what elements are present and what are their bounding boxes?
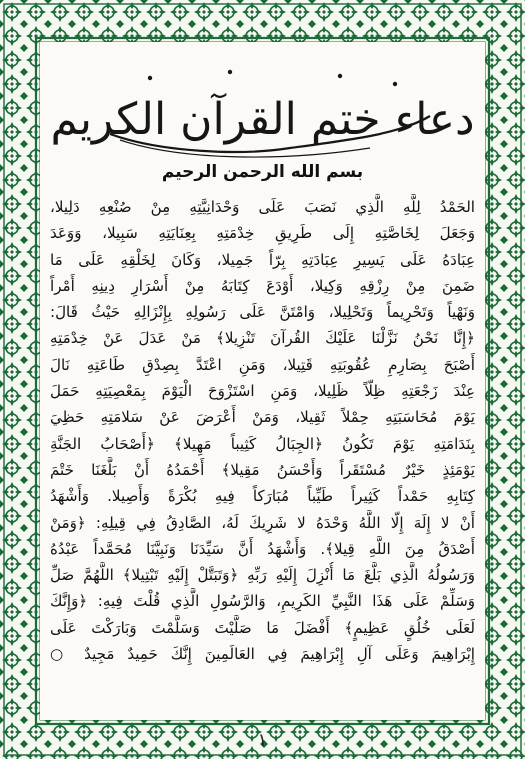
page-title: دعاء ختم القرآن الكريم [50,94,475,145]
text-line: وَرَسُولُهُ الَّذِي بَلَّغَ مَا أُنْزِلَ إِلَيْهِ رَبِّهِ ﴿وَتَبَتَّلْ إِلَيْهِ تَبْتِيلا﴾ اللَّهُمَّ صَلِّ [50,566,475,585]
title-calligraphy [40,56,485,166]
text-line: أَصْدَقُ مِنَ اللَّهِ قِيلا﴾. وَأَشْهَدُ أَنَّ سَيِّدَنَا وَنَبِيَّنَا مُحَمَّداً عَبْدُهُ [50,539,475,558]
text-line: ضَمِنَ مِنْ رِزْقِهِ وَكِيلا، أَوْدَعَ كِتَابَهُ مِنْ أَسْرَارِ دِينِهِ أَمْراً [50,276,475,295]
text-line: إِبْرَاهِيمَ وَعَلَى آلِ إِبْرَاهِيمَ فِي العَالَمِينَ إِنَّكَ حَمِيدٌ مَجِيدٌ ○ [50,645,475,664]
text-line: وَجَعَلَ لِخَاصَّتِهِ إِلَى طَرِيقِ خِدْمَتِهِ بِعِنَايَتِهِ سَبِيلا، وَوَعَدَ [50,224,475,243]
basmala: بسم الله الرحمن الرحيم [161,162,364,182]
text-line: عِبَادَهُ عَلَى يَسِيرِ عِبَادَتِهِ بِرّاً جَمِيلا، وَكَانَ لِخَلْقِهِ عَلَى مَا [50,250,475,269]
text-line: يَوْمَ مُحَاسَبَتِهِ حِمْلاً ثَقِيلا، وَمَنْ أَعْرَضَ عَنْ سَلامَتِهِ حَظِيَ [50,408,475,427]
text-line: وَسَلِّمْ عَلَى هَذَا النَّبِيِّ الكَرِيمِ، وَالرَّسُولِ الَّذِي قُلْتَ فِيهِ: ﴿وَإِنَّكَ [50,592,475,611]
text-line: وَنَهْياً وَتَحْرِيماً وَتَحْلِيلا، وَامْتَنَّ عَلَى رَسُولِهِ بِإِنْزَالِهِ حَيْثُ قَالَ: [50,303,475,322]
text-line: أَنْ لا إِلَهَ إِلّا اللَّهُ وَحْدَهُ لا شَرِيكَ لَهُ، الصَّادِقُ فِي قِيلِهِ: ﴿وَمَنْ [50,513,475,532]
text-line: أَصْبَحَ بِصَارِمِ عُقُوبَتِهِ قَتِيلا، وَمَنِ اعْتَدَّ بِصِدْقِ طَاعَتِهِ نَالَ [50,355,475,374]
prayer-text [50,194,475,667]
text-line: عِنْدَ زَجْعَتِهِ ظِلّاً ظَلِيلا، وَمَنِ اسْتَزْوَحَ الْيَوْمَ بِمَعْصِيَتِهِ حَمَلَ [50,382,475,401]
text-line: لَعَلَى خُلُقٍ عَظِيمٍ﴾ أَفْضَلَ مَا صَلَّيْتَ وَسَلَّمْتَ وَبَارَكْتَ عَلَى [50,618,475,637]
text-line: الحَمْدُ لِلَّهِ الَّذِي نَصَبَ عَلَى وَحْدَانِيَّتِهِ مِنْ صُنْعِهِ دَلِيلا، [50,198,475,216]
content-area [40,42,485,720]
text-line: ﴿إِنَّا نَحْنُ نَزَّلْنَا عَلَيْكَ القُرآنَ تَنْزِيلا﴾ مَنْ عَدَلَ عَنْ خِدْمَتِهِ [50,329,475,348]
text-line: كِتَابِهِ حَمْداً كَثِيراً طَيِّباً مُبَارَكاً فِيهِ بُكْرَةً وَأَصِيلا. وَأَشْهَدُ [50,487,475,506]
text-line: يَوْمَئِذٍ خَيْرٌ مُسْتَقَراً وَأَحْسَنُ مَقِيلا﴾ أَحْمَدُهُ أَنْ بَلَّغَنَا خَتْمَ [50,460,475,479]
text-line: بِنَدَامَتِهِ يَوْمَ تَكُونُ ﴿الجِبَالُ كَثِيباً مَهِيلا﴾ ﴿أَصْحَابُ الجَنَّةِ [50,434,475,453]
page-number: ١ [257,730,268,751]
